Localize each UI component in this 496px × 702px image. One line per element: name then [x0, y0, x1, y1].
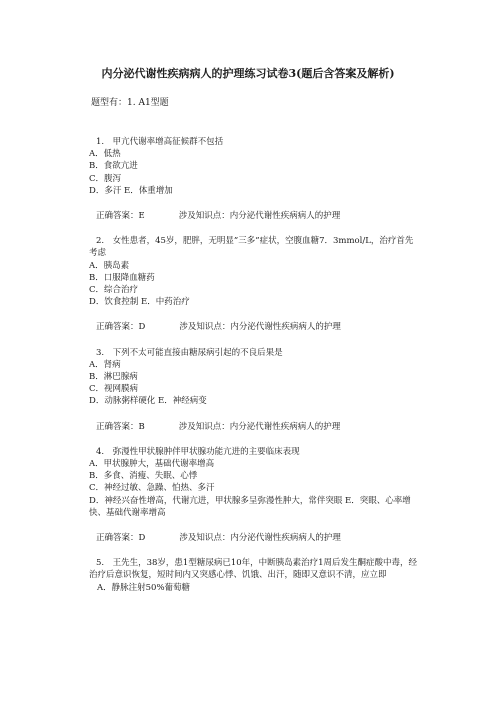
question-stem: 4. 弥漫性甲状腺肿伴甲状腺功能亢进的主要临床表现 [96, 446, 300, 457]
option-c: C．视网膜病 [89, 384, 139, 395]
topic-label: 涉及知识点：内分泌代谢性疾病病人的护理 [179, 322, 341, 333]
answer-line [89, 321, 419, 333]
answer-label: 正确答案：B [96, 421, 145, 432]
option-d-e: D．饮食控制 E．中药治疗 [89, 297, 190, 308]
answer-label: 正确答案：D [96, 322, 146, 333]
question-list [89, 136, 419, 607]
question-type-label: 题型有：1. A1型题 [91, 98, 169, 108]
option-a: A．静脉注射50%葡萄糖 [97, 582, 191, 593]
option-b: B．食欲亢进 [89, 161, 138, 172]
question-1 [89, 136, 419, 222]
option-b: B．口服降血糖药 [89, 272, 155, 283]
topic-label: 涉及知识点：内分泌代谢性疾病病人的护理 [178, 211, 341, 222]
option-c: C．腹泻 [89, 173, 122, 184]
answer-line [89, 532, 419, 544]
answer-line [89, 210, 419, 222]
option-a: A．胰岛素 [89, 260, 130, 271]
option-d-e: D．动脉粥样硬化 E．神经病变 [89, 396, 207, 407]
question-stem: 2. 女性患者，45岁，肥胖，无明显”三多”症状，空腹血糖7．3mmol/L，治疗首先考虑 [89, 236, 414, 259]
question-stem: 5. 王先生，38岁，患1型糖尿病已10年，中断胰岛素治疗1周后发生酮症酸中毒，经治疗后意识恢复，短时间内又突感心悸、饥饿、出汗，随即又意识不清，应立即 [89, 558, 418, 581]
answer-line [89, 421, 419, 433]
option-d-e: D．神经兴奋性增高，代谢亢进，甲状腺多呈弥漫性肿大，常伴突眼 E．突眼、心率增快、基础代谢率增高 [89, 495, 411, 518]
topic-label: 涉及知识点：内分泌代谢性疾病病人的护理 [178, 421, 341, 432]
option-d-e: D．多汗 E．体重增加 [89, 185, 173, 196]
question-stem: 1. 甲亢代谢率增高征候群不包括 [96, 137, 224, 147]
answer-label: 正确答案：E [96, 211, 145, 222]
option-c: C．神经过敏、急躁、怕热、多汗 [89, 483, 215, 494]
question-3 [89, 347, 419, 433]
question-stem: 3. 下列不太可能直接由糖尿病引起的不良后果是 [96, 347, 283, 358]
option-c: C．综合治疗 [89, 285, 139, 296]
option-a: A．肾病 [89, 359, 121, 370]
option-a: A．甲状腺肿大，基础代谢率增高 [89, 459, 215, 470]
option-b: B．淋巴腺病 [89, 372, 138, 383]
question-4 [89, 446, 419, 544]
topic-label: 涉及知识点：内分泌代谢性疾病病人的护理 [179, 533, 341, 544]
document-title: 内分泌代谢性疾病病人的护理练习试卷3(题后含答案及解析) [101, 67, 395, 80]
answer-label: 正确答案：D [96, 533, 146, 544]
question-5 [89, 557, 419, 594]
option-b: B．多食、消瘦、失眠、心悸 [89, 471, 198, 482]
option-a: A．低热 [89, 149, 121, 160]
question-2 [89, 235, 419, 333]
